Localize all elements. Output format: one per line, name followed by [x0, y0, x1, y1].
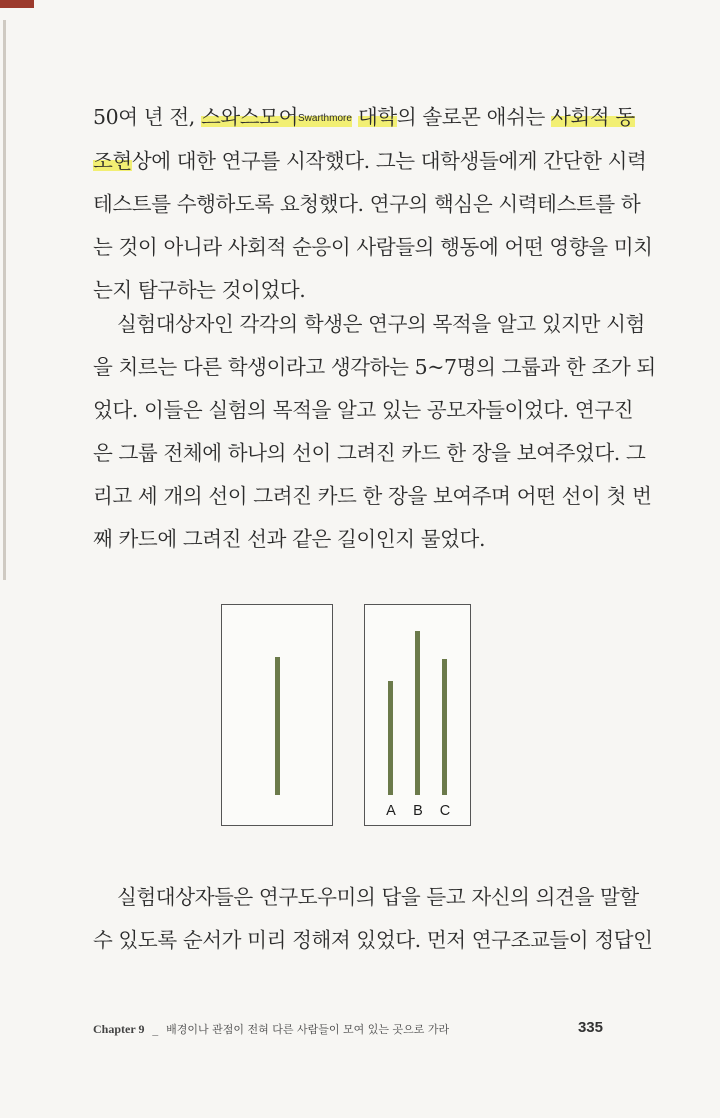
text-span: 50여 년 전, — [93, 105, 201, 129]
chapter-label: Chapter 9 — [93, 1022, 145, 1036]
text-span: 실험대상자들은 연구도우미의 답을 듣고 자신의 의견을 말할 — [117, 885, 639, 909]
paragraph-1 — [93, 96, 653, 312]
comparison-line-a — [388, 681, 393, 795]
paragraph-1-line-2 — [93, 140, 647, 183]
paragraph-2-line-3: 었다. 이들은 실험의 목적을 알고 있는 공모자들이었다. 연구진 — [93, 398, 634, 422]
comparison-line-b — [415, 631, 420, 795]
english-annotation: Swarthmore — [297, 113, 352, 124]
chapter-title: 배경이나 관점이 전혀 다른 사람들이 모여 있는 곳으로 가라 — [166, 1023, 450, 1036]
text-span: 상에 대한 연구를 시작했다. 그는 대학생들에게 간단한 시력 — [131, 149, 647, 173]
label-a: A — [386, 803, 396, 819]
text-span: 의 솔로몬 애쉬는 — [396, 105, 551, 129]
label-b: B — [413, 803, 423, 819]
page-footer — [93, 1021, 603, 1045]
paragraph-2-line-2: 을 치르는 다른 학생이라고 생각하는 5~7명의 그룹과 한 조가 되 — [93, 355, 656, 379]
page-binding-edge — [3, 20, 6, 580]
paragraph-1-line-3: 테스트를 수행하도록 요청했다. 연구의 핵심은 시력테스트를 하 — [93, 192, 641, 216]
paragraph-2-line-4: 은 그룹 전체에 하나의 선이 그려진 카드 한 장을 보여주었다. 그 — [93, 441, 646, 465]
paragraph-3 — [93, 876, 653, 962]
paragraph-2 — [93, 303, 656, 561]
highlight-swarthmore — [201, 105, 352, 129]
comparison-lines-card — [364, 604, 471, 826]
footer-separator: _ — [152, 1022, 159, 1036]
page-corner-mark — [0, 0, 34, 8]
paragraph-1-line-5: 는지 탐구하는 것이었다. — [93, 278, 306, 302]
paragraph-2-line-1 — [93, 303, 645, 346]
highlighted-text: 스와스모어 — [200, 105, 298, 129]
paragraph-2-line-6: 째 카드에 그려진 선과 같은 길이인지 물었다. — [93, 527, 486, 551]
paragraph-3-line-1 — [93, 876, 639, 919]
highlight-university: 대학 — [358, 105, 397, 129]
paragraph-3-line-2: 수 있도록 순서가 미리 정해져 있었다. 먼저 연구조교들이 정답인 — [93, 928, 653, 952]
paragraph-1-line-1 — [93, 96, 635, 140]
paragraph-2-line-5: 리고 세 개의 선이 그려진 카드 한 장을 보여주며 어떤 선이 첫 번 — [93, 484, 652, 508]
paragraph-1-line-4: 는 것이 아니라 사회적 순응이 사람들의 행동에 어떤 영향을 미치 — [93, 235, 653, 259]
text-span: 실험대상자인 각각의 학생은 연구의 목적을 알고 있지만 시험 — [117, 312, 645, 336]
label-c: C — [439, 803, 451, 819]
highlight-social-conformity: 사회적 동 — [551, 105, 635, 129]
comparison-line-c — [442, 659, 447, 795]
reference-line-card — [221, 604, 333, 826]
page-number: 335 — [577, 1019, 603, 1036]
reference-line — [275, 657, 280, 795]
highlight-conformity-end: 조현 — [93, 149, 132, 173]
